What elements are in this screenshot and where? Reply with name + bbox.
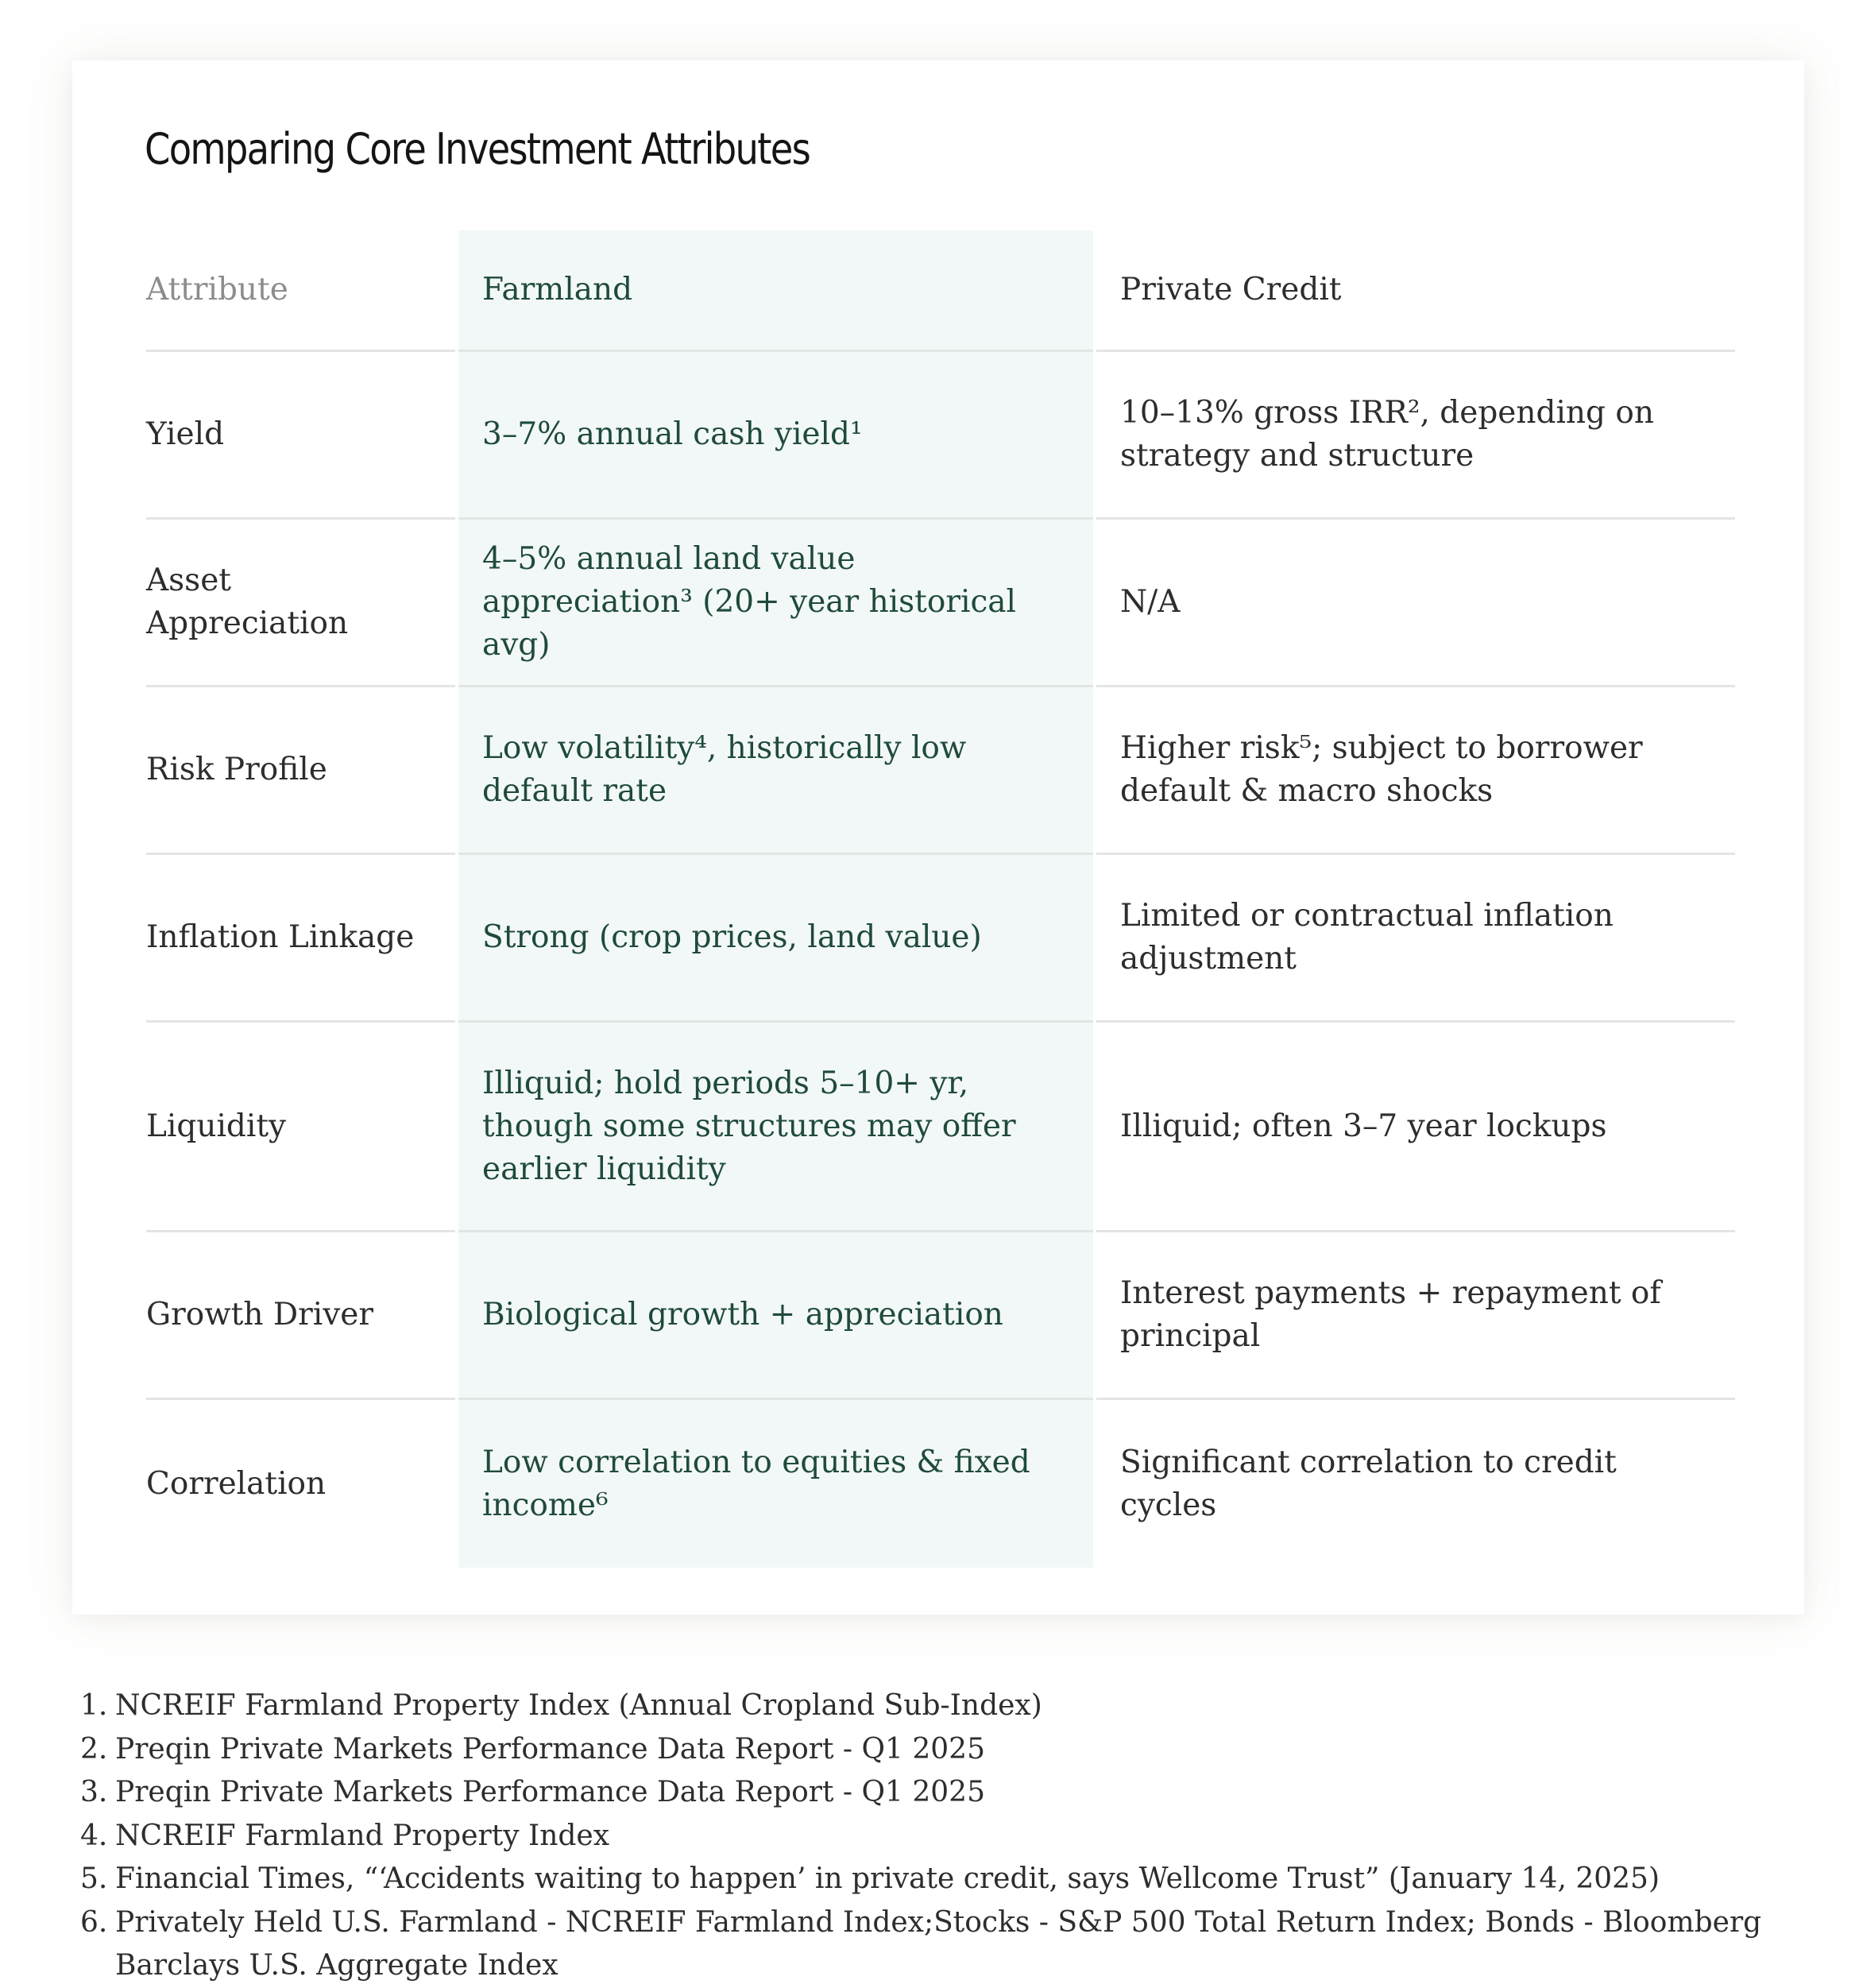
table-row [146,1232,1735,1400]
footnote-text: NCREIF Farmland Property Index [115,1819,610,1852]
footnote-item [0,1728,1788,1772]
table-header-row [146,230,1735,352]
row-attribute: Growth Driver [146,1232,455,1400]
table-row [146,855,1735,1023]
table-row [146,1400,1735,1568]
footnote-item [0,1684,1788,1728]
footnote-number: 5. [80,1862,108,1895]
table-row [146,1023,1735,1232]
row-farmland: Biological growth + appreciation [458,1232,1093,1400]
row-attribute: Inflation Linkage [146,855,455,1023]
row-private-credit: N/A [1096,520,1735,687]
footnote-number: 6. [80,1905,108,1939]
row-farmland: Low correlation to equities & fixed income⁶ [458,1400,1093,1568]
footnote-item [0,1858,1788,1901]
footnote-text: Preqin Private Markets Performance Data Report - Q1 2025 [115,1776,985,1808]
row-farmland: 4–5% annual land value appreciation³ (20+ year historical avg) [458,520,1093,687]
header-private-credit: Private Credit [1096,230,1735,352]
row-farmland: 3–7% annual cash yield¹ [458,352,1093,520]
footnote-item [0,1771,1788,1815]
footnote-number: 1. [80,1689,108,1722]
card-title: Comparing Core Investment Attributes [145,124,810,174]
row-attribute: Yield [146,352,455,520]
header-attribute: Attribute [146,230,455,352]
row-attribute: Liquidity [146,1023,455,1232]
header-farmland: Farmland [458,230,1093,352]
row-farmland: Illiquid; hold periods 5–10+ yr, though some structures may offer earlier liquidity [458,1023,1093,1232]
row-private-credit: Higher risk⁵; subject to borrower default & macro shocks [1096,687,1735,855]
footnote-item [0,1901,1788,1988]
footnote-number: 2. [80,1732,108,1766]
footnote-number: 4. [80,1819,108,1852]
footnote-text: NCREIF Farmland Property Index (Annual Cropland Sub-Index) [115,1689,1042,1722]
footnote-number: 3. [80,1776,108,1808]
row-attribute: Asset Appreciation [146,520,455,687]
table-row [146,687,1735,855]
footnote-item [0,1815,1788,1858]
table-row [146,352,1735,520]
row-private-credit: Limited or contractual inflation adjustment [1096,855,1735,1023]
row-attribute: Risk Profile [146,687,455,855]
footnotes-list [0,1684,1788,1988]
table-row [146,520,1735,687]
row-private-credit: Illiquid; often 3–7 year lockups [1096,1023,1735,1232]
row-private-credit: 10–13% gross IRR², depending on strategy and structure [1096,352,1735,520]
footnote-text: Privately Held U.S. Farmland - NCREIF Farmland Index;Stocks - S&P 500 Total Return Index; Bonds - Bloomberg Barclays U.S. Aggregate Index [115,1905,1762,1982]
row-private-credit: Interest payments + repayment of principal [1096,1232,1735,1400]
footnote-text: Financial Times, “‘Accidents waiting to happen’ in private credit, says Wellcome Trust” (January 14, 2025) [115,1862,1660,1895]
row-attribute: Correlation [146,1465,327,1502]
comparison-card [72,60,1804,1615]
row-farmland: Low volatility⁴, historically low default rate [458,687,1093,855]
comparison-table [143,230,1738,1568]
row-private-credit: Significant correlation to credit cycles [1120,1444,1617,1523]
row-farmland: Strong (crop prices, land value) [458,855,1093,1023]
footnote-text: Preqin Private Markets Performance Data Report - Q1 2025 [115,1732,985,1766]
